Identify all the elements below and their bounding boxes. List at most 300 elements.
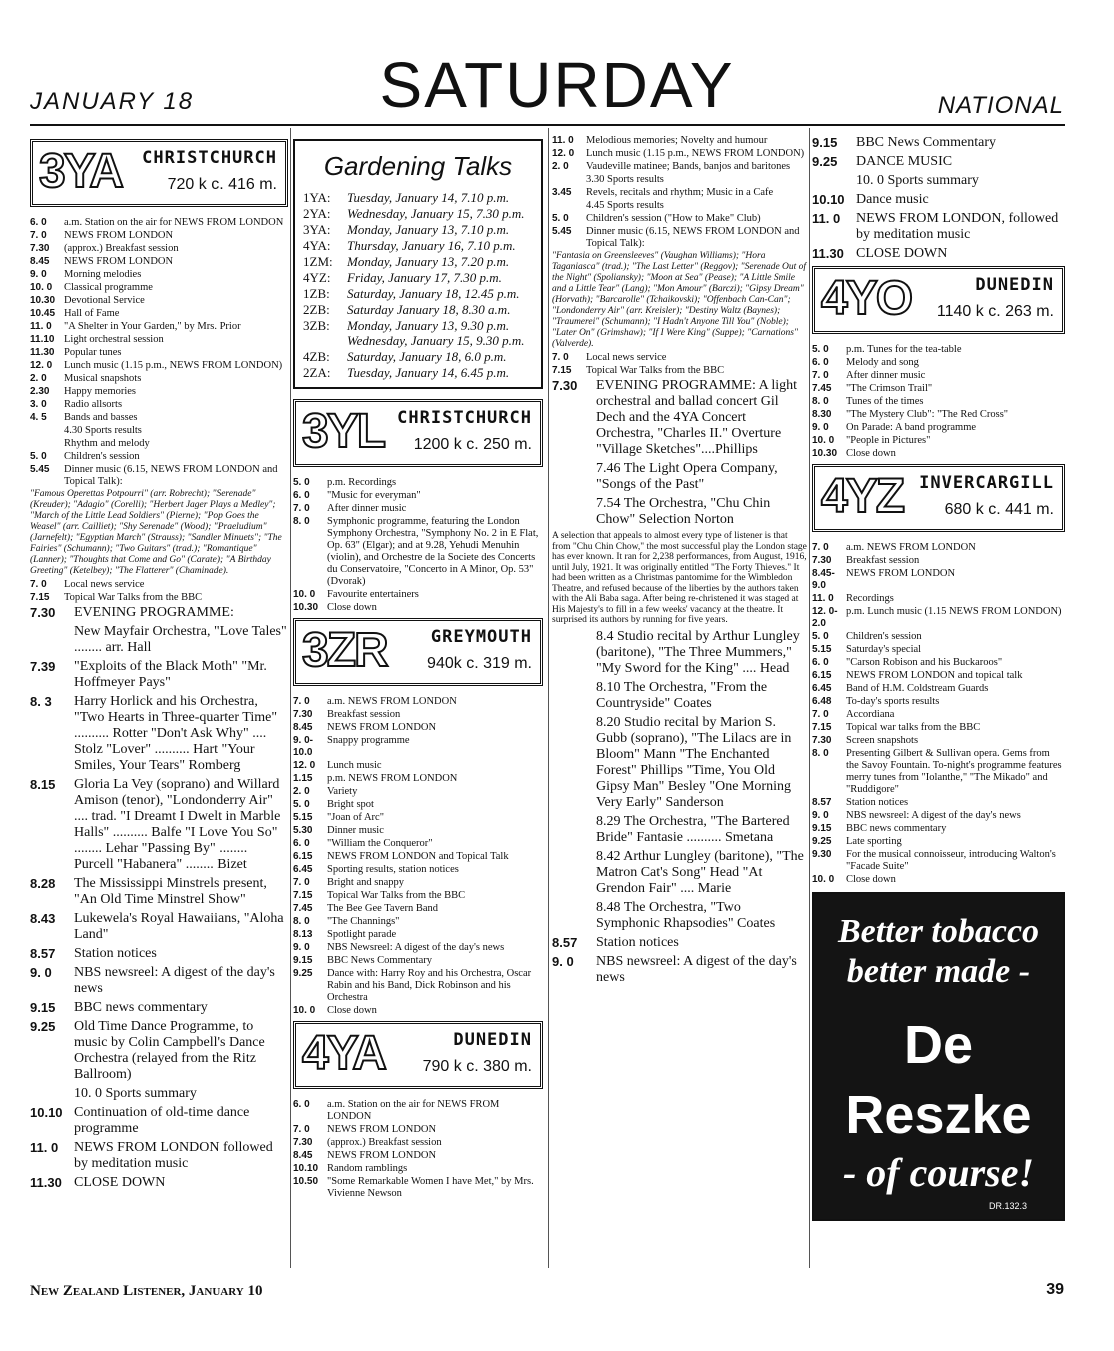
program-description: Late sporting (846, 836, 902, 847)
program-time: 12. 0 (552, 148, 575, 159)
program-item (293, 903, 543, 915)
program-time: 11.30 (30, 1175, 62, 1190)
program-time: 10. 0 (812, 435, 835, 446)
program-description: BBC news commentary (846, 823, 947, 834)
program-description: Dinner music (327, 825, 384, 836)
program-description: "William the Conqueror" (327, 838, 433, 849)
program-description: Happy memories (64, 386, 137, 397)
program-description: Light orchestral session (64, 334, 164, 345)
program-time: 3. 0 (30, 399, 47, 410)
program-item (552, 849, 807, 897)
program-item (30, 777, 288, 873)
gardening-talk-row (303, 254, 533, 269)
program-time: 6.15 (812, 670, 832, 681)
program-time: 7. 0 (30, 579, 47, 590)
program-time: 7.15 (552, 365, 572, 376)
program-time: 9.15 (812, 135, 838, 150)
program-time: 7. 0 (812, 542, 829, 553)
program-item (293, 825, 543, 837)
program-description: p.m. Tunes for the tea-table (846, 344, 962, 355)
program-description: Close down (327, 602, 377, 613)
program-description: EVENING PROGRAMME: A light orchestral and ballad concert Gil Dech and the 4YA Concert Orchestra, "Charles II." Overture "Village Sketches"....Phillips (596, 378, 798, 457)
program-time: 10.10 (30, 1105, 63, 1120)
program-item (30, 230, 288, 242)
program-description: DANCE MUSIC (856, 154, 953, 169)
gardening-talk-row (303, 365, 533, 380)
program-description: 8.29 The Orchestra, "The Bartered Bride" Fantasie .......... Smetana (596, 813, 790, 845)
program-description: NEWS FROM LONDON, followed by meditation music (856, 211, 1059, 242)
program-item (30, 876, 288, 908)
station-code: 2YA: (303, 206, 331, 221)
program-item (30, 217, 288, 229)
program-description: 8.48 The Orchestra, "Two Symphonic Rhapsodies" Coates (596, 899, 776, 931)
program-time: 10.10 (812, 192, 845, 207)
program-time: 6.48 (812, 696, 832, 707)
program-item (293, 735, 543, 759)
talk-time: Wednesday, January 15, 7.30 p.m. (347, 206, 525, 221)
program-description: For the musical connoisseur, introducing Walton's "Facade Suite" (846, 849, 1056, 872)
program-time: 11. 0 (812, 593, 834, 604)
program-item (812, 173, 1065, 189)
program-description: p.m. Recordings (327, 477, 397, 488)
program-time (552, 174, 586, 186)
station-logo: 3YA (39, 145, 122, 198)
program-description: Breakfast session (846, 555, 920, 566)
program-item (812, 422, 1065, 434)
program-item (552, 629, 807, 677)
program-time: 8. 0 (293, 916, 310, 927)
program-item (812, 448, 1065, 460)
issue-date: JANUARY 18 (30, 88, 195, 115)
program-item (30, 256, 288, 268)
station-frequency: 720 k c. 416 m. (167, 176, 277, 193)
program-time: 8.45 (30, 256, 50, 267)
program-description: The Bee Gee Tavern Band (327, 903, 439, 914)
program-time: 1.15 (293, 773, 313, 784)
program-description: Saturday's special (846, 644, 922, 655)
program-time: 7.45 (293, 903, 313, 914)
program-list (293, 1099, 543, 1200)
program-time: 9.25 (293, 968, 313, 979)
program-item (812, 606, 1065, 630)
program-time: 9. 0 (293, 942, 310, 953)
program-item (293, 955, 543, 967)
program-item (552, 461, 807, 493)
station-code: 2ZB: (303, 302, 330, 317)
program-time: 5.15 (293, 812, 313, 823)
program-description: NBS newsreel: A digest of the day's news (596, 953, 797, 985)
talk-time: Tuesday, January 14, 6.45 p.m. (347, 365, 510, 380)
program-item (812, 849, 1065, 873)
gardening-talks-title: Gardening Talks (323, 151, 513, 181)
program-description: Children's session (846, 631, 922, 642)
program-list (552, 135, 807, 250)
program-description: Lunch music (1.15 p.m., NEWS FROM LONDON) (64, 360, 283, 371)
program-time: 10. 0 (30, 282, 53, 293)
program-item (293, 760, 543, 772)
program-description: NEWS FROM LONDON followed by meditation music (74, 1140, 273, 1171)
station-frequency: 1200 k c. 250 m. (413, 436, 532, 453)
program-description: NBS newsreel: A digest of the day's news (846, 810, 1021, 821)
program-item (30, 579, 288, 591)
program-item (293, 916, 543, 928)
program-time: 5. 0 (293, 799, 310, 810)
column-divider (548, 128, 549, 1268)
station-frequency: 790 k c. 380 m. (422, 1058, 532, 1075)
program-description: NEWS FROM LONDON and Topical Talk (327, 851, 509, 862)
program-description: 7.46 The Light Opera Company, "Songs of the Past" (596, 461, 778, 492)
program-item (812, 696, 1065, 708)
program-description: "The Channings" (327, 916, 400, 927)
program-item (30, 592, 288, 604)
program-item (552, 148, 807, 160)
program-item (552, 900, 807, 932)
program-item (552, 135, 807, 147)
program-description: Station notices (846, 797, 909, 808)
program-item (30, 451, 288, 463)
program-time: 9.25 (30, 1019, 56, 1034)
station-logo: 3YL (302, 405, 385, 458)
program-item (812, 542, 1065, 554)
program-time (552, 200, 586, 212)
program-item (30, 334, 288, 346)
program-description: a.m. Station on the air for NEWS FROM LONDON (327, 1099, 500, 1122)
program-description: CLOSE DOWN (74, 1175, 166, 1190)
ad-line: Better tobacco (837, 913, 1040, 950)
station-header-4ya (293, 1021, 543, 1089)
program-description: Melodious memories; Novelty and humour (586, 135, 768, 146)
program-description: Station notices (596, 934, 679, 950)
program-time: 2. 0 (552, 161, 569, 172)
program-time (552, 629, 596, 677)
program-item (812, 357, 1065, 369)
program-item (293, 890, 543, 902)
program-item (552, 715, 807, 811)
program-item (293, 942, 543, 954)
program-item (30, 1086, 288, 1102)
column-divider (809, 128, 810, 1268)
program-time: 5.45 (552, 226, 572, 237)
program-description: "Exploits of the Black Moth" "Mr. Hoffmeyer Pays" (74, 659, 267, 690)
program-description: a.m. NEWS FROM LONDON (846, 542, 976, 553)
program-description: NBS newsreel: A digest of the day's news (74, 965, 275, 996)
column-divider (290, 128, 291, 1268)
program-item (30, 1175, 288, 1191)
dinner-music-list: "Famous Operettas Potpourri" (arr. Robrecht); "Serenade" (Kreuder); "Adagio" (Corelli); "Herbert Jager Plays a Medley"; "March of the Little Lead Soldiers" (Pierne); "Pop Goes the Weasel" (arr. Cailliet); "Shy Serenade" (Wood); "Praeludium" (Jarnefelt); "Egyptian March" (Strauss); "Sandler Minuets"; "The Fairies" (Schumann); "Two Guitars" (trad.); "Romantique" (Lanner); "Thoughts that Come and Go" (Carate); "A Birthday Greeting" (Ketelbey); "The Flatterer" (Chaminade). (30, 489, 282, 576)
program-item (812, 344, 1065, 356)
station-header-4yo (812, 266, 1065, 334)
program-description: Dinner music (6.15, NEWS FROM LONDON and Topical Talk): (586, 226, 800, 249)
program-item (552, 935, 807, 951)
program-time: 10. 0 (293, 1005, 316, 1016)
program-description: Recordings (846, 593, 894, 604)
program-description: New Mayfair Orchestra, "Love Tales" ........ arr. Hall (74, 624, 287, 655)
station-header-4yz (812, 464, 1065, 532)
station-frequency: 940k c. 319 m. (427, 655, 532, 672)
program-time: 10. 0 (293, 589, 316, 600)
program-time: 7.15 (293, 890, 313, 901)
station-frequency: 1140 k c. 263 m. (936, 303, 1054, 320)
station-city: CHRISTCHURCH (142, 148, 277, 168)
program-item (30, 269, 288, 281)
program-time: 7.45 (812, 383, 832, 394)
programme-note: A selection that appeals to almost every type of listener is that from "Chu Chin Chow," the most successful play the London stage has ever known. It ran for 2,238 performances, from August, 1916, until July, 1921. It was originally entitled "The Forty Thieves." It had been written as a Christmas pantomime for the Wimbledon Theatre, and refused because of the liberties by the authors taken with the Ali Baba saga. After being re-christened it was staged at His Majesty's to fill in a few weeks' vacancy at the theatre. It surprised its authors by running for five years. (552, 531, 807, 625)
station-code: 4YZ: (303, 270, 331, 285)
program-item (812, 657, 1065, 669)
program-item (30, 399, 288, 411)
program-time: 3.45 (552, 187, 572, 198)
program-time: 6.15 (293, 851, 313, 862)
program-time (552, 814, 596, 846)
program-time: 10.30 (293, 602, 319, 613)
program-time: 8. 0 (812, 396, 829, 407)
program-description: NEWS FROM LONDON (327, 722, 437, 733)
program-item (812, 383, 1065, 395)
program-time: 11. 0 (30, 1140, 59, 1155)
program-time: 7.30 (293, 1137, 313, 1148)
gardening-talk-row (303, 302, 533, 317)
gardening-talk-row (303, 222, 533, 237)
program-time: 11.30 (30, 347, 55, 358)
program-item (293, 490, 543, 502)
program-item (293, 1163, 543, 1175)
program-description: Snappy programme (327, 735, 410, 746)
program-description: 4.45 Sports results (586, 200, 664, 211)
program-item (293, 1137, 543, 1149)
program-item (293, 722, 543, 734)
program-list (812, 542, 1065, 886)
program-description: 3.30 Sports results (586, 174, 664, 185)
program-item (30, 360, 288, 372)
program-time: 5. 0 (293, 477, 310, 488)
program-description: Accordiana (846, 709, 895, 720)
program-description: Sporting results, station notices (327, 864, 459, 875)
program-item (293, 589, 543, 601)
program-item (293, 1124, 543, 1136)
program-description: On Parade: A band programme (846, 422, 977, 433)
program-description: Close down (846, 448, 896, 459)
program-time: 11.30 (812, 246, 844, 261)
program-item (30, 946, 288, 962)
program-item (812, 593, 1065, 605)
program-time: 8.13 (293, 929, 313, 940)
program-item (30, 1105, 288, 1137)
program-description: a.m. NEWS FROM LONDON (327, 696, 457, 707)
program-description: (approx.) Breakfast session (64, 243, 179, 254)
program-time: 8.43 (30, 911, 56, 926)
talk-time: Saturday, January 18, 12.45 p.m. (347, 286, 520, 301)
program-time: 11. 0 (30, 321, 52, 332)
program-item (812, 670, 1065, 682)
program-description: CLOSE DOWN (856, 246, 948, 261)
program-item (812, 211, 1065, 243)
station-city: CHRISTCHURCH (397, 408, 532, 428)
gardening-talk-row (303, 318, 533, 348)
talk-time: Monday, January 13, 7.10 p.m. (347, 222, 510, 237)
program-item (812, 631, 1065, 643)
program-description: Favourite entertainers (327, 589, 419, 600)
program-description: Morning melodies (64, 269, 142, 280)
program-description: Band of H.M. Coldstream Guards (846, 683, 989, 694)
program-item (812, 644, 1065, 656)
talk-time: Monday, January 13, 9.30 p.m. Wednesday, January 15, 9.30 p.m. (347, 318, 525, 348)
program-time: 9. 0 (30, 269, 47, 280)
program-item (293, 786, 543, 798)
gardening-talks-box (293, 139, 543, 389)
program-item (30, 282, 288, 294)
program-time: 7. 0 (293, 1124, 310, 1135)
program-time: 11. 0 (552, 135, 574, 146)
program-item (552, 187, 807, 199)
program-time (552, 496, 596, 528)
program-description: Harry Horlick and his Orchestra, "Two Hearts in Three-quarter Time" .......... Rotter "Don't Ask Why" .... Stolz "Lover" .......... Hart "Your Smiles, Your Tears" Romberg (74, 694, 278, 773)
program-description: Topical War Talks from the BBC (586, 365, 725, 376)
program-description: "Music for everyman" (327, 490, 421, 501)
program-description: Close down (327, 1005, 377, 1016)
program-time: 10. 0 (812, 874, 835, 885)
program-list (30, 579, 288, 604)
program-item (293, 1150, 543, 1162)
talk-time: Thursday, January 16, 7.10 p.m. (347, 238, 516, 253)
program-item (552, 352, 807, 364)
de-reszke-advertisement (812, 892, 1065, 1221)
program-description: p.m. NEWS FROM LONDON (327, 773, 458, 784)
program-time (30, 1086, 74, 1102)
program-description: p.m. Lunch music (1.15 NEWS FROM LONDON) (846, 606, 1062, 617)
program-description: After dinner music (846, 370, 926, 381)
program-time: 9.25 (812, 154, 838, 169)
program-item (293, 864, 543, 876)
program-description: Symphonic programme, featuring the London Symphony Orchestra, "Symphony No. 2 in E Flat, Op. 63" (Elgar); and at 9.28, Yehudi Menuhin (violin), and Orchestre de la Societe des Concerts du Conservatoire, "Concerto in A Minor, Op. 53" (Dvorak) (327, 516, 539, 587)
program-time (30, 438, 64, 450)
program-item (293, 503, 543, 515)
program-item (552, 378, 807, 458)
program-description: Presenting Gilbert & Sullivan opera. Gems from the Savoy Fountain. To-night's programme features merry tunes from "Iolanthe," "The Mikado" and "Ruddigore" (846, 748, 1062, 795)
program-item (552, 161, 807, 173)
program-time: 7.30 (812, 555, 832, 566)
program-item (812, 246, 1065, 262)
column-3ya (30, 135, 288, 1194)
station-code: 1ZM: (303, 254, 333, 269)
program-time: 7.30 (812, 735, 832, 746)
program-time: 7.15 (30, 592, 50, 603)
program-description: Classical programme (64, 282, 153, 293)
program-description: Children's session ("How to Make" Club) (586, 213, 761, 224)
program-time: 8. 3 (30, 694, 52, 709)
program-item (812, 409, 1065, 421)
program-item (812, 154, 1065, 170)
program-time: 8. 0 (812, 748, 829, 759)
program-item (812, 735, 1065, 747)
program-description: After dinner music (327, 503, 407, 514)
program-time: 2. 0 (293, 786, 310, 797)
program-item (552, 226, 807, 250)
program-description: Local news service (586, 352, 667, 363)
program-item (293, 709, 543, 721)
program-item (812, 568, 1065, 592)
program-description: a.m. Station on the air for NEWS FROM LONDON (64, 217, 284, 228)
program-time: 5.30 (293, 825, 313, 836)
station-logo: 4YO (821, 272, 912, 325)
program-item (812, 748, 1065, 796)
program-description: 4.30 Sports results (64, 425, 142, 436)
program-description: "Carson Robison and his Buckaroos" (846, 657, 1003, 668)
program-time: 11.10 (30, 334, 55, 345)
program-description: Lunch music (1.15 p.m., NEWS FROM LONDON) (586, 148, 805, 159)
program-item (812, 396, 1065, 408)
program-list (812, 344, 1065, 460)
program-time: 9.15 (293, 955, 313, 966)
station-logo: 4YA (302, 1027, 385, 1080)
program-item (30, 624, 288, 656)
program-description: Lukewela's Royal Hawaiians, "Aloha Land" (74, 911, 284, 942)
gardening-talk-row (303, 190, 533, 205)
program-item (30, 1140, 288, 1172)
program-time: 9. 0-10.0 (293, 735, 314, 758)
program-time: 9. 0 (552, 953, 574, 969)
program-time: 11. 0 (812, 211, 841, 226)
station-city: INVERCARGILL (919, 473, 1054, 493)
talk-time: Saturday, January 18, 6.0 p.m. (347, 349, 507, 364)
program-time: 5. 0 (552, 213, 569, 224)
program-description: 8.4 Studio recital by Arthur Lungley (baritone), "The Three Mummers," "My Sword for the King" .... Head (596, 628, 800, 676)
program-time: 7. 0 (552, 352, 569, 363)
program-item (812, 810, 1065, 822)
program-time (552, 715, 596, 811)
program-item (552, 174, 807, 186)
program-description: Devotional Service (64, 295, 145, 306)
program-description: Melody and song (846, 357, 919, 368)
program-item (812, 192, 1065, 208)
station-frequency: 680 k c. 441 m. (944, 501, 1054, 518)
program-item (293, 851, 543, 863)
station-logo: 4YZ (821, 470, 904, 523)
program-time: 7.30 (552, 378, 578, 393)
program-time: 7. 0 (293, 503, 310, 514)
program-item (30, 1000, 288, 1016)
program-item (552, 680, 807, 712)
station-city: GREYMOUTH (430, 627, 532, 647)
program-time: 10.30 (812, 448, 838, 459)
program-description: Random ramblings (327, 1163, 408, 1174)
program-time: 10.10 (293, 1163, 319, 1174)
program-item (812, 874, 1065, 886)
program-time: 6. 0 (293, 1099, 310, 1110)
program-description: Vaudeville matinee; Bands, banjos and baritones (586, 161, 791, 172)
program-description: "The Crimson Trail" (846, 383, 933, 394)
talk-time: Saturday January 18, 8.30 a.m. (347, 302, 511, 317)
program-description: NEWS FROM LONDON (846, 568, 956, 579)
dinner-music-list: "Fantasia on Greensleeves" (Vaughan Williams); "Hora Taganiasca" (trad.); "The Last Letter" (Reggov); "Serenade Out of the Night" (Spoliansky); "Moon at Sea" (Pease); "A Little Smile and a Little Tear" (Lang); "Mon Amour" (Barczi); "Gipsy Dream" (Horvath); "Barcarolle" (Tchaikovski); "Offenbach Can-Can"; "Londonderry Air" (arr. Kreisler); "Destiny Waltz (Baynes); "Traumerei" (Schumann); "I Hadn't Anyone Till You" (Noble); "Later On" (Grimshaw); "If I Were King" (Suppe); "Carnations" (Valverde). (552, 251, 807, 349)
program-time (30, 624, 74, 656)
program-description: Topical War Talks from the BBC (327, 890, 466, 901)
program-time: 8.45-9.0 (812, 568, 835, 591)
program-item (293, 477, 543, 489)
program-item (293, 1176, 543, 1200)
program-item (812, 683, 1065, 695)
program-item (30, 464, 288, 488)
program-description: Bright and snappy (327, 877, 404, 888)
gardening-talks-list (303, 190, 533, 380)
program-description: NBS Newsreel: A digest of the day's news (327, 942, 505, 953)
program-item (30, 605, 288, 621)
program-time: 6. 0 (293, 838, 310, 849)
program-item (812, 370, 1065, 382)
column-2 (293, 135, 543, 1201)
station-header-3ya (30, 139, 288, 207)
program-description: Local news service (64, 579, 145, 590)
program-item (293, 812, 543, 824)
